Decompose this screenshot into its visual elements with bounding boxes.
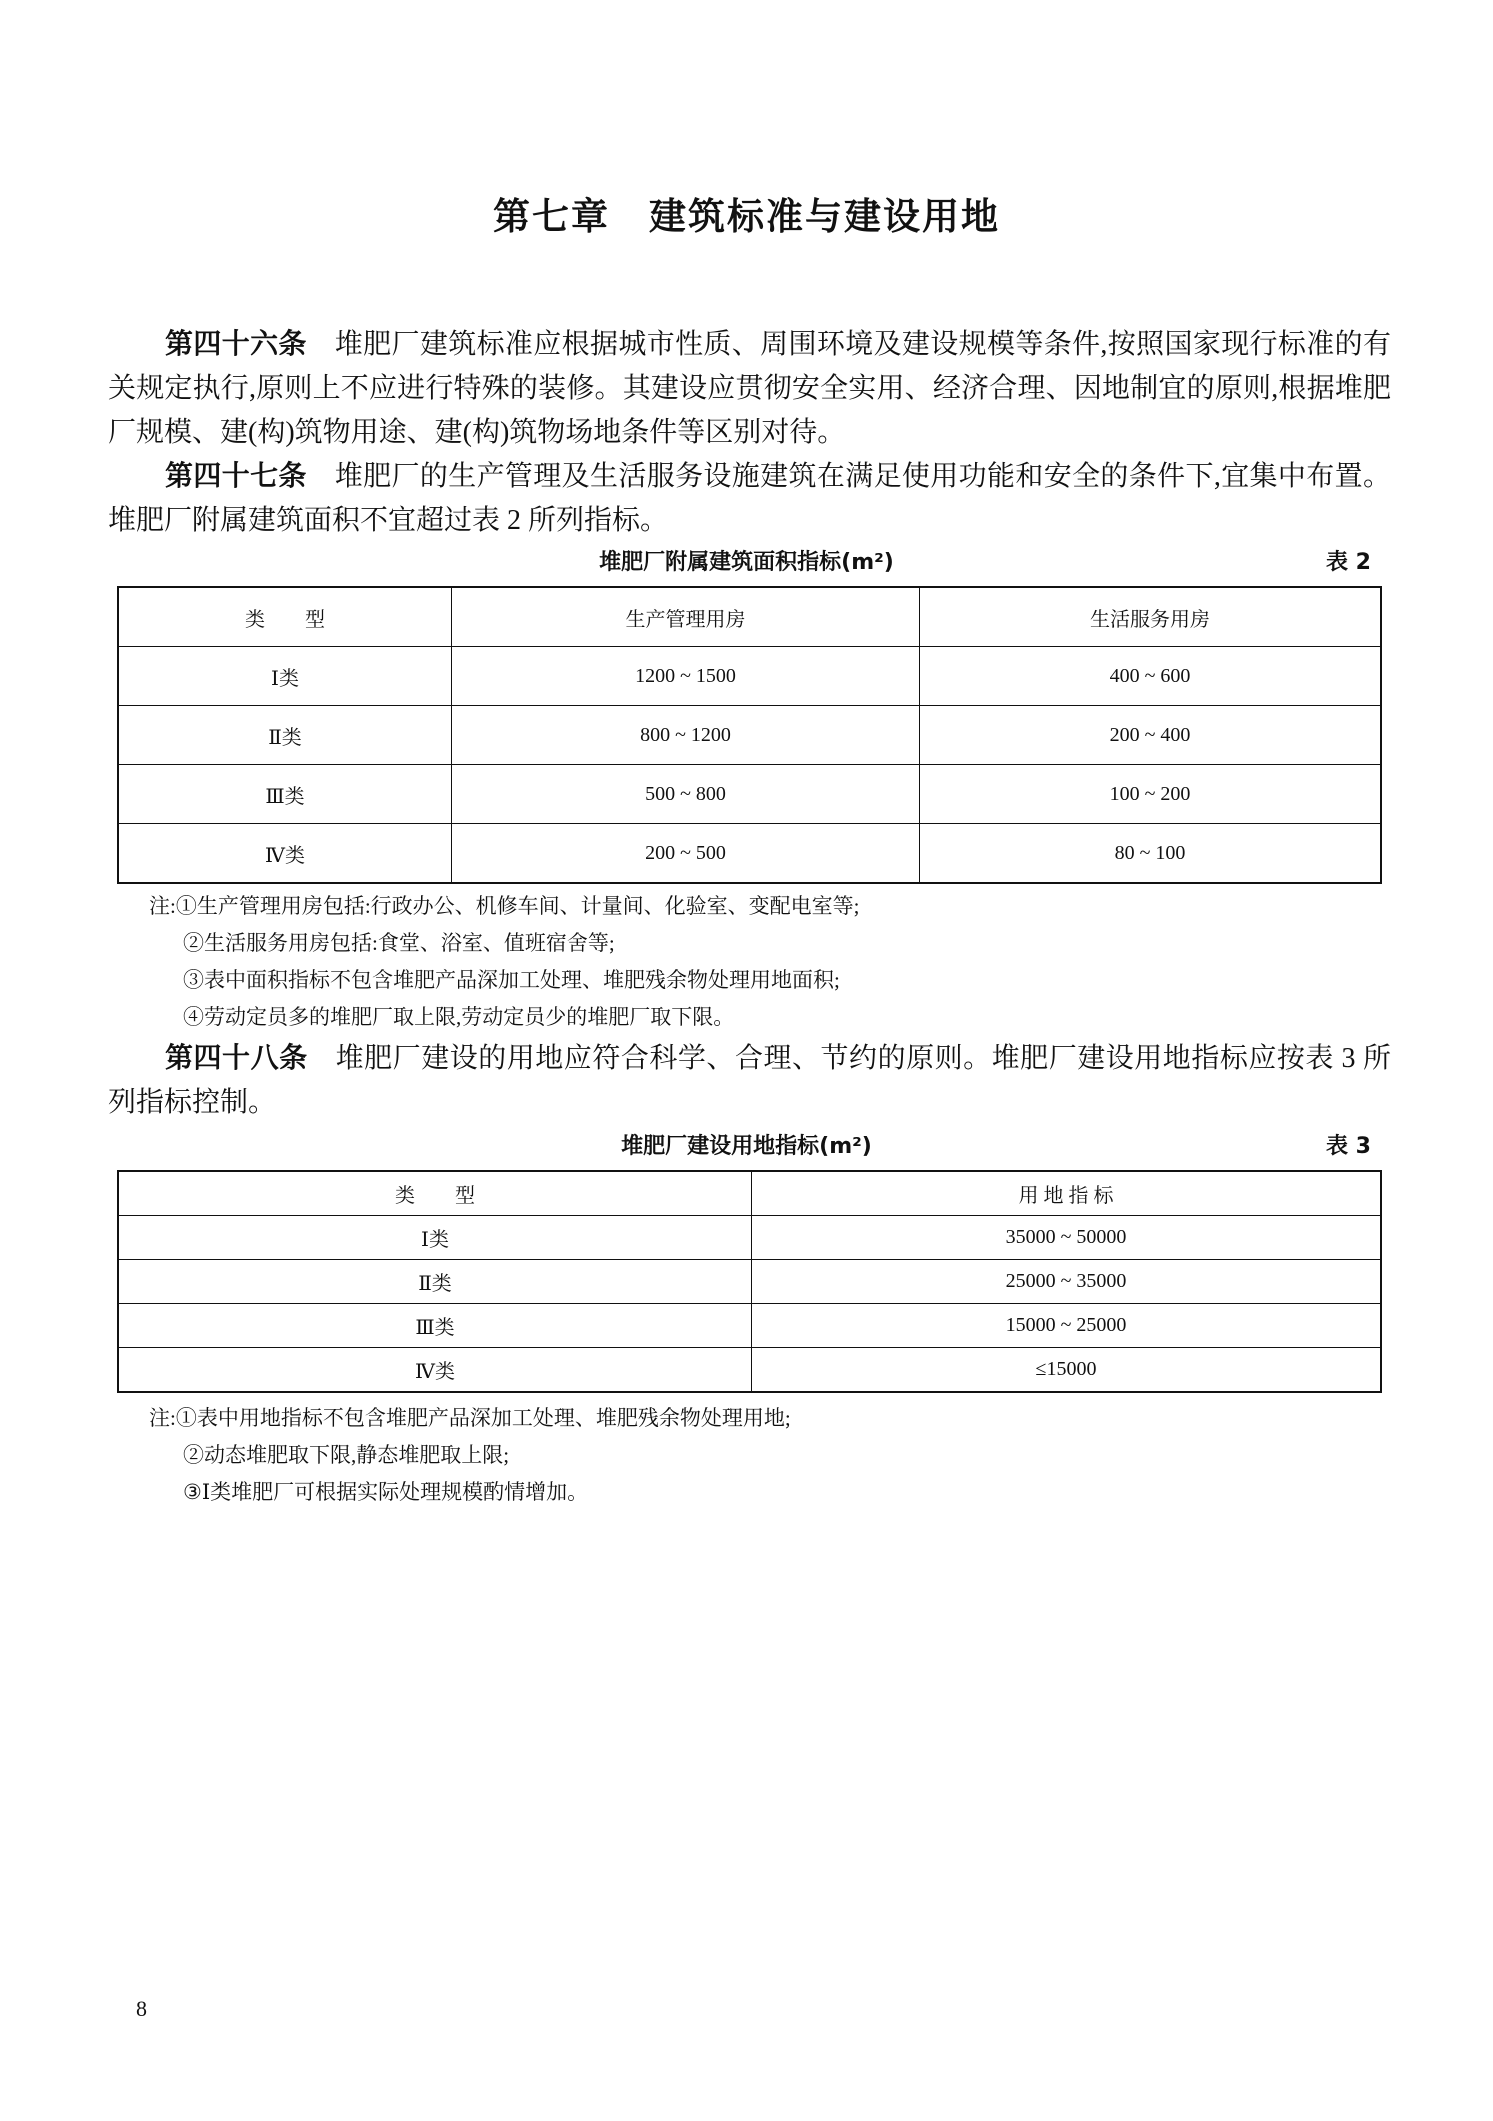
article-text: 堆肥厂建筑标准应根据城市性质、周围环境及建设规模等条件,按照国家现行标准的有关规定执行,原则上不应进行特殊的装修。其建设应贯彻安全实用、经济合理、因地制宜的原则,根据堆肥厂规模、建(构)筑物用途、建(构)筑物场地条件等区别对待。: [108, 329, 1391, 448]
article-46: [108, 322, 1391, 455]
cell: 35000 ~ 50000: [752, 1216, 1382, 1260]
table3-title: 堆肥厂建设用地指标(m²): [621, 1134, 872, 1159]
header-cell: 类 型: [118, 587, 452, 647]
cell: 15000 ~ 25000: [752, 1304, 1382, 1348]
cell: Ⅲ类: [118, 1304, 752, 1348]
cell: 200 ~ 500: [452, 824, 920, 884]
article-label: 第四十八条: [165, 1041, 308, 1074]
table-row: [118, 1260, 1381, 1304]
cell: Ⅰ类: [118, 647, 452, 706]
cell: 100 ~ 200: [920, 765, 1382, 824]
cell: 800 ~ 1200: [452, 706, 920, 765]
note: ④劳动定员多的堆肥厂取上限,劳动定员少的堆肥厂取下限。: [183, 1005, 735, 1029]
table-row: [118, 1304, 1381, 1348]
article-48: [108, 1036, 1391, 1125]
cell: Ⅳ类: [118, 1348, 752, 1393]
header-cell: 类 型: [118, 1171, 752, 1216]
table3: [117, 1170, 1382, 1393]
note: 注:①生产管理用房包括:行政办公、机修车间、计量间、化验室、变配电室等;: [149, 894, 860, 918]
note: 注:①表中用地指标不包含堆肥产品深加工处理、堆肥残余物处理用地;: [149, 1406, 791, 1430]
chapter-title: 第七章 建筑标准与建设用地: [493, 195, 1000, 238]
cell: 25000 ~ 35000: [752, 1260, 1382, 1304]
header-cell: 生产管理用房: [452, 587, 920, 647]
note: ②动态堆肥取下限,静态堆肥取上限;: [183, 1443, 510, 1467]
table2-title: 堆肥厂附属建筑面积指标(m²): [599, 550, 894, 575]
cell: 500 ~ 800: [452, 765, 920, 824]
note: ③Ⅰ类堆肥厂可根据实际处理规模酌情增加。: [183, 1480, 589, 1504]
cell: 200 ~ 400: [920, 706, 1382, 765]
article-text: 堆肥厂的生产管理及生活服务设施建筑在满足使用功能和安全的条件下,宜集中布置。堆肥厂附属建筑面积不宜超过表 2 所列指标。: [108, 461, 1391, 536]
cell: Ⅲ类: [118, 765, 452, 824]
table2-number: 表 2: [1326, 550, 1371, 575]
note: ③表中面积指标不包含堆肥产品深加工处理、堆肥残余物处理用地面积;: [183, 968, 840, 992]
table-row: [118, 1348, 1381, 1393]
table-row: [118, 647, 1381, 706]
article-47: [108, 454, 1391, 543]
cell: ≤15000: [752, 1348, 1382, 1393]
table-row: [118, 765, 1381, 824]
cell: Ⅱ类: [118, 706, 452, 765]
article-label: 第四十六条: [165, 327, 307, 360]
table-header-row: [118, 1171, 1381, 1216]
cell: Ⅱ类: [118, 1260, 752, 1304]
header-cell: 用 地 指 标: [752, 1171, 1382, 1216]
header-cell: 生活服务用房: [920, 587, 1382, 647]
page-number: 8: [136, 1996, 147, 2021]
table2: [117, 586, 1382, 884]
article-label: 第四十七条: [165, 459, 307, 492]
table-row: [118, 1216, 1381, 1260]
table-header-row: [118, 587, 1381, 647]
table2-notes: [149, 888, 860, 1036]
cell: Ⅳ类: [118, 824, 452, 884]
cell: 80 ~ 100: [920, 824, 1382, 884]
table-row: [118, 706, 1381, 765]
table-row: [118, 824, 1381, 884]
table3-notes: [149, 1400, 791, 1511]
cell: 400 ~ 600: [920, 647, 1382, 706]
article-text: 堆肥厂建设的用地应符合科学、合理、节约的原则。堆肥厂建设用地指标应按表 3 所列指标控制。: [108, 1043, 1391, 1118]
note: ②生活服务用房包括:食堂、浴室、值班宿舍等;: [183, 931, 615, 955]
cell: Ⅰ类: [118, 1216, 752, 1260]
cell: 1200 ~ 1500: [452, 647, 920, 706]
table3-number: 表 3: [1326, 1134, 1371, 1159]
